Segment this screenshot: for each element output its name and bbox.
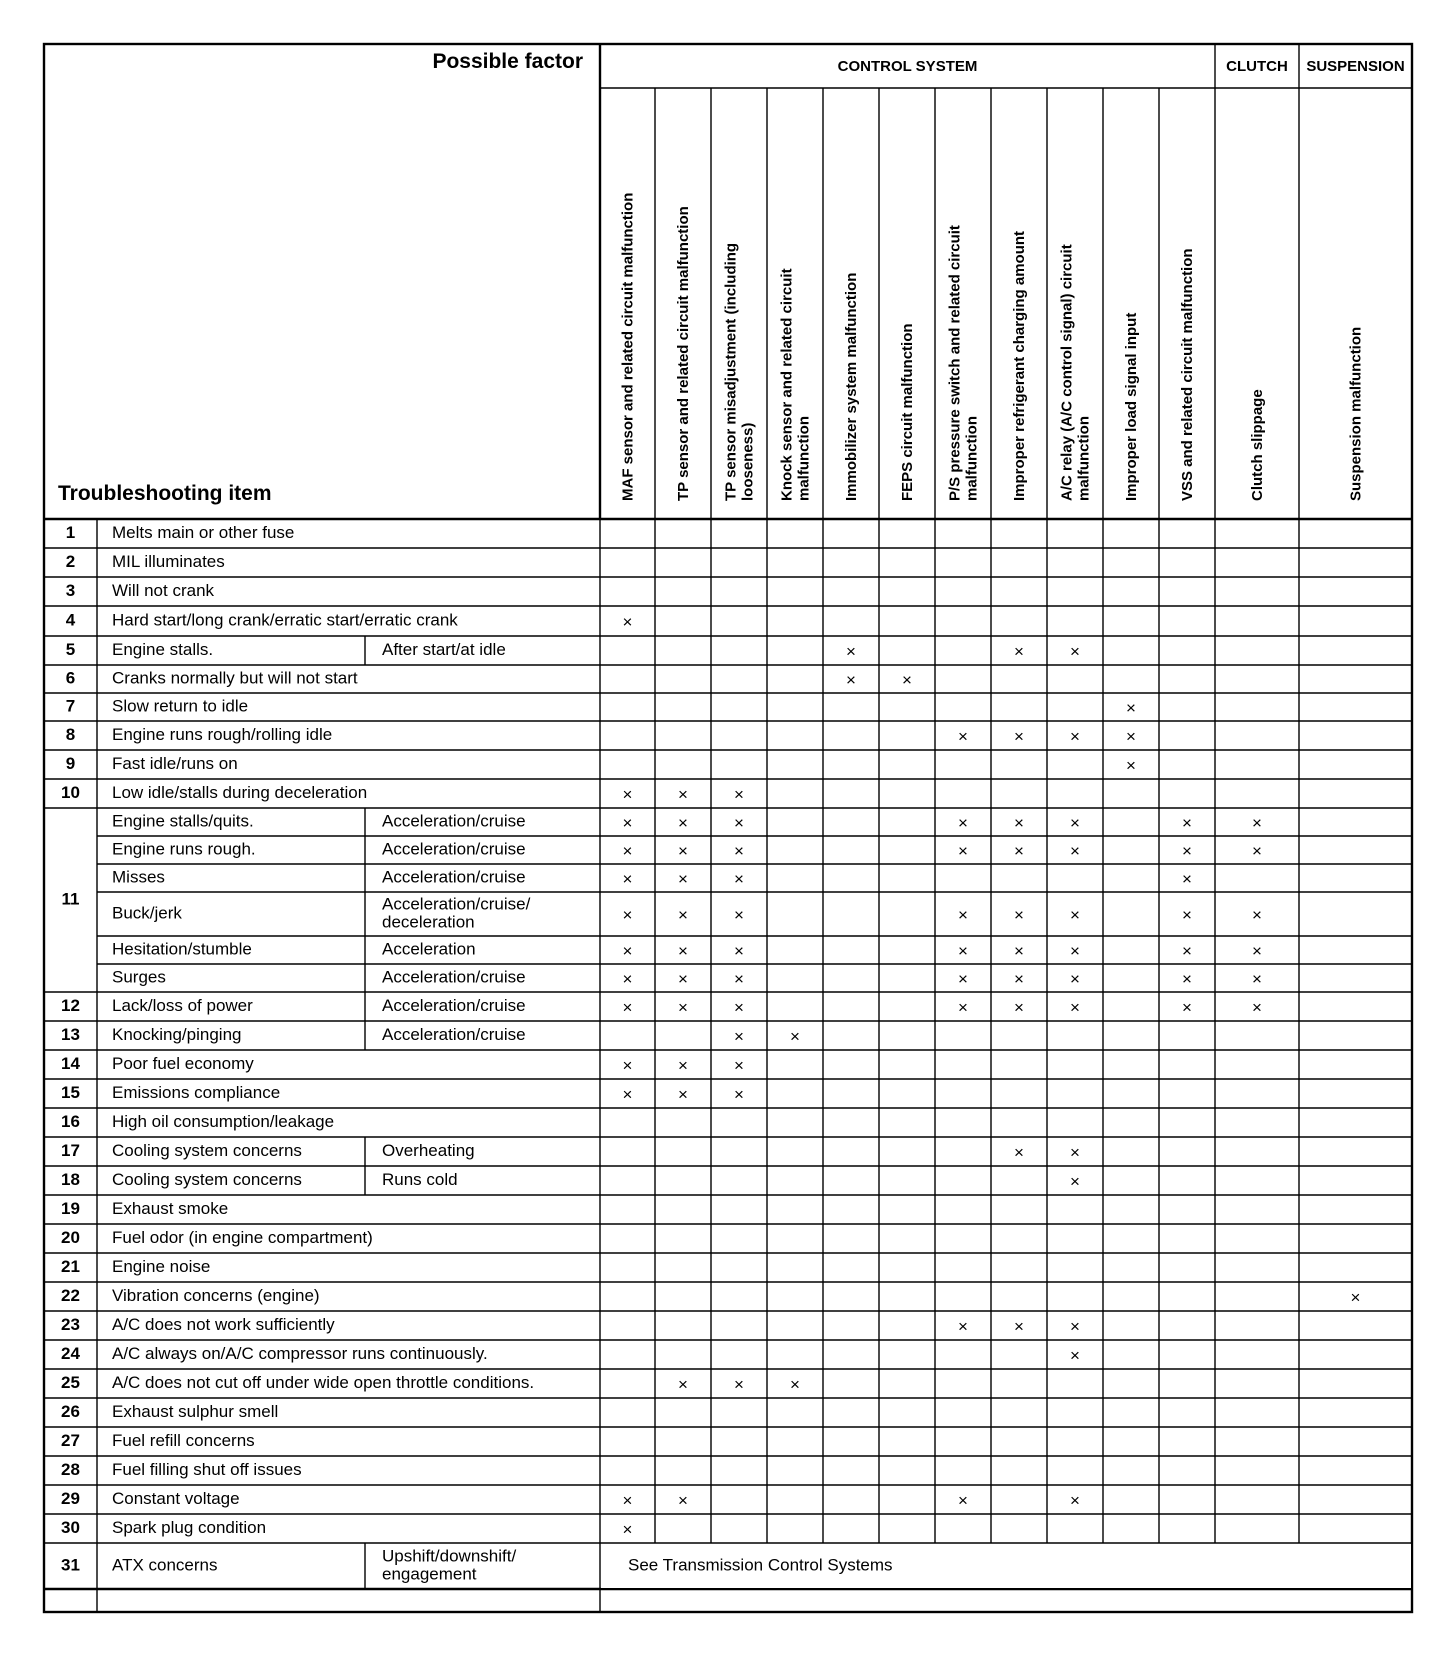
troubleshooting-item: Vibration concerns (engine) xyxy=(112,1285,320,1305)
factor-mark: × xyxy=(958,841,968,861)
troubleshooting-item: Hesitation/stumble xyxy=(112,939,252,959)
factor-mark: × xyxy=(622,813,633,833)
factor-mark: × xyxy=(678,869,688,889)
row-number: 2 xyxy=(65,551,76,571)
condition-text: Acceleration/cruise xyxy=(382,867,526,887)
troubleshooting-item: Fuel refill concerns xyxy=(112,1430,255,1450)
troubleshooting-item: Fuel filling shut off issues xyxy=(112,1459,302,1479)
condition-text: Acceleration/cruise/ xyxy=(382,894,531,914)
column-header: TP sensor misadjustment (including xyxy=(722,242,740,501)
condition-text: Runs cold xyxy=(382,1169,458,1189)
troubleshooting-item: Emissions compliance xyxy=(112,1082,281,1102)
troubleshooting-item: Cooling system concerns xyxy=(112,1169,302,1189)
factor-mark: × xyxy=(1014,1316,1024,1336)
factor-mark: × xyxy=(1070,1142,1080,1162)
column-header: Improper load signal input xyxy=(1123,312,1140,501)
factor-mark: × xyxy=(1252,905,1262,925)
row-number: 4 xyxy=(65,610,76,630)
column-header: MAF sensor and related circuit malfunction xyxy=(619,192,637,501)
row-number: 13 xyxy=(61,1024,80,1044)
troubleshooting-item: Engine stalls/quits. xyxy=(112,811,254,831)
condition-text: Acceleration xyxy=(382,939,476,959)
row-number: 31 xyxy=(61,1555,80,1575)
column-header: looseness) xyxy=(739,422,757,501)
factor-mark: × xyxy=(1182,869,1192,889)
factor-mark: × xyxy=(1182,905,1192,925)
troubleshooting-item: Hard start/long crank/erratic start/erratic crank xyxy=(112,610,458,630)
factor-mark: × xyxy=(734,941,744,961)
row-number: 14 xyxy=(61,1053,80,1073)
troubleshooting-item: MIL illuminates xyxy=(112,551,225,571)
factor-mark: × xyxy=(678,969,688,989)
factor-mark: × xyxy=(1014,969,1024,989)
factor-mark: × xyxy=(1070,1171,1080,1191)
troubleshooting-item: Cranks normally but will not start xyxy=(112,668,358,688)
column-header: Clutch slippage xyxy=(1249,389,1266,501)
row-number: 22 xyxy=(61,1285,80,1305)
troubleshooting-item: Buck/jerk xyxy=(112,903,182,923)
factor-mark: × xyxy=(678,1374,688,1394)
column-header: malfunction xyxy=(795,416,813,501)
factor-mark: × xyxy=(622,784,633,804)
factor-mark: × xyxy=(846,670,856,690)
condition-text: Overheating xyxy=(382,1140,475,1160)
row-number: 26 xyxy=(61,1401,80,1421)
factor-mark: × xyxy=(958,726,968,746)
factor-mark: × xyxy=(622,905,633,925)
factor-mark: × xyxy=(622,1519,633,1539)
possible-factor-label: Possible factor xyxy=(432,50,583,73)
condition-text: Acceleration/cruise xyxy=(382,811,526,831)
factor-mark: × xyxy=(1070,997,1080,1017)
factor-mark: × xyxy=(734,1374,744,1394)
row-number: 11 xyxy=(61,889,80,909)
factor-mark: × xyxy=(958,941,968,961)
factor-mark: × xyxy=(1014,905,1024,925)
condition-text: After start/at idle xyxy=(382,639,506,659)
factor-mark: × xyxy=(1182,813,1192,833)
troubleshooting-item: Surges xyxy=(112,967,166,987)
factor-mark: × xyxy=(790,1374,800,1394)
troubleshooting-item: Constant voltage xyxy=(112,1488,240,1508)
troubleshooting-item: Exhaust sulphur smell xyxy=(112,1401,279,1421)
factor-mark: × xyxy=(622,941,633,961)
factor-mark: × xyxy=(678,905,688,925)
factor-mark: × xyxy=(734,869,744,889)
factor-mark: × xyxy=(678,813,688,833)
troubleshooting-item: Spark plug condition xyxy=(112,1517,267,1537)
factor-mark: × xyxy=(1182,969,1192,989)
condition-text: Acceleration/cruise xyxy=(382,839,526,859)
factor-mark: × xyxy=(1252,997,1262,1017)
row-number: 1 xyxy=(65,522,76,542)
factor-mark: × xyxy=(1252,841,1262,861)
troubleshooting-item: Low idle/stalls during deceleration xyxy=(112,782,368,802)
table-body xyxy=(61,523,1411,1588)
row-number: 15 xyxy=(61,1082,80,1102)
factor-mark: × xyxy=(622,997,633,1017)
factor-mark: × xyxy=(678,1084,688,1104)
factor-mark: × xyxy=(622,1490,633,1510)
factor-mark: × xyxy=(958,1490,968,1510)
factor-mark: × xyxy=(622,841,633,861)
factor-mark: × xyxy=(902,670,912,690)
factor-mark: × xyxy=(1014,641,1024,661)
factor-mark: × xyxy=(1070,813,1080,833)
column-header: Immobilizer system malfunction xyxy=(843,272,860,501)
row-number: 9 xyxy=(65,753,76,773)
factor-mark: × xyxy=(622,869,633,889)
row-number: 18 xyxy=(61,1169,80,1189)
troubleshooting-item: Engine runs rough/rolling idle xyxy=(112,724,333,744)
row-number: 23 xyxy=(61,1314,80,1334)
troubleshooting-item: Poor fuel economy xyxy=(112,1053,254,1073)
group-header: CLUTCH xyxy=(1226,57,1288,75)
factor-mark: × xyxy=(622,1084,633,1104)
factor-mark: × xyxy=(958,905,968,925)
troubleshooting-item: Fuel odor (in engine compartment) xyxy=(112,1227,373,1247)
column-header: Knock sensor and related circuit xyxy=(778,268,796,501)
troubleshooting-item: Engine stalls. xyxy=(112,639,214,659)
condition-text: Acceleration/cruise xyxy=(382,995,526,1015)
row-number: 28 xyxy=(61,1459,80,1479)
factor-mark: × xyxy=(678,997,688,1017)
factor-mark: × xyxy=(1014,726,1024,746)
factor-mark: × xyxy=(1014,813,1024,833)
factor-mark: × xyxy=(734,997,744,1017)
troubleshooting-item: ATX concerns xyxy=(112,1555,218,1575)
factor-mark: × xyxy=(678,1055,688,1075)
row-number: 29 xyxy=(61,1488,80,1508)
factor-mark: × xyxy=(1014,941,1024,961)
factor-mark: × xyxy=(1070,1316,1080,1336)
column-header: malfunction xyxy=(1075,416,1093,501)
troubleshooting-item: High oil consumption/leakage xyxy=(112,1111,335,1131)
factor-mark: × xyxy=(1070,1345,1080,1365)
condition-text: Acceleration/cruise xyxy=(382,1024,526,1044)
factor-mark: × xyxy=(1070,641,1080,661)
factor-mark: × xyxy=(1126,755,1136,775)
column-header: P/S pressure switch and related circuit xyxy=(946,225,964,501)
row-number: 16 xyxy=(61,1111,80,1131)
troubleshooting-item: Exhaust smoke xyxy=(112,1198,229,1218)
factor-mark: × xyxy=(1252,941,1262,961)
group-header: SUSPENSION xyxy=(1306,57,1405,75)
column-header: VSS and related circuit malfunction xyxy=(1179,248,1196,501)
factor-mark: × xyxy=(958,1316,968,1336)
column-header: FEPS circuit malfunction xyxy=(899,323,916,501)
troubleshooting-item: Knocking/pinging xyxy=(112,1024,242,1044)
factor-mark: × xyxy=(1126,726,1136,746)
row-number: 6 xyxy=(65,668,76,688)
factor-mark: × xyxy=(734,784,744,804)
factor-mark: × xyxy=(678,784,688,804)
factor-mark: × xyxy=(1350,1287,1361,1307)
row-number: 19 xyxy=(61,1198,80,1218)
factor-mark: × xyxy=(1070,1490,1080,1510)
condition-text: Acceleration/cruise xyxy=(382,967,526,987)
troubleshooting-item: Slow return to idle xyxy=(112,696,249,716)
factor-mark: × xyxy=(846,641,856,661)
factor-mark: × xyxy=(1070,726,1080,746)
row-number: 12 xyxy=(61,995,80,1015)
factor-mark: × xyxy=(958,997,968,1017)
factor-mark: × xyxy=(1252,813,1262,833)
factor-mark: × xyxy=(1014,1142,1024,1162)
factor-mark: × xyxy=(1182,841,1192,861)
troubleshooting-item: Lack/loss of power xyxy=(112,995,253,1015)
factor-mark: × xyxy=(734,813,744,833)
factor-mark: × xyxy=(622,969,633,989)
row-number: 25 xyxy=(61,1372,80,1392)
row-number: 3 xyxy=(65,580,76,600)
condition-text: deceleration xyxy=(382,912,475,932)
column-header: Suspension malfunction xyxy=(1347,326,1365,501)
factor-mark: × xyxy=(958,813,968,833)
troubleshooting-item: Will not crank xyxy=(112,580,215,600)
factor-mark: × xyxy=(622,1055,633,1075)
troubleshooting-item: Engine noise xyxy=(112,1256,211,1276)
factor-mark: × xyxy=(734,1026,744,1046)
factor-mark: × xyxy=(678,841,688,861)
condition-text: engagement xyxy=(382,1564,477,1584)
factor-mark: × xyxy=(958,969,968,989)
troubleshooting-item: Misses xyxy=(112,867,165,887)
transmission-note: See Transmission Control Systems xyxy=(628,1555,893,1575)
row-number: 10 xyxy=(61,782,80,802)
factor-mark: × xyxy=(734,1084,744,1104)
factor-mark: × xyxy=(1182,941,1192,961)
factor-mark: × xyxy=(1070,941,1080,961)
troubleshooting-item: Fast idle/runs on xyxy=(112,753,238,773)
factor-mark: × xyxy=(1126,698,1136,718)
factor-mark: × xyxy=(734,905,744,925)
column-header: TP sensor and related circuit malfunction xyxy=(675,206,692,501)
factor-mark: × xyxy=(734,841,744,861)
row-number: 17 xyxy=(61,1140,80,1160)
group-header: CONTROL SYSTEM xyxy=(837,57,978,75)
column-header: A/C relay (A/C control signal) circuit xyxy=(1058,244,1076,501)
row-number: 20 xyxy=(61,1227,80,1247)
troubleshooting-item: Melts main or other fuse xyxy=(112,522,295,542)
factor-mark: × xyxy=(1252,969,1262,989)
troubleshooting-item: A/C does not cut off under wide open throttle conditions. xyxy=(112,1372,535,1392)
row-number: 7 xyxy=(65,696,76,716)
factor-mark: × xyxy=(622,612,633,632)
column-header: Improper refrigerant charging amount xyxy=(1011,230,1028,501)
troubleshooting-item-label: Troubleshooting item xyxy=(58,482,272,505)
factor-mark: × xyxy=(790,1026,800,1046)
factor-mark: × xyxy=(1014,841,1024,861)
factor-mark: × xyxy=(1182,997,1192,1017)
factor-mark: × xyxy=(1070,841,1080,861)
condition-text: Upshift/downshift/ xyxy=(382,1546,517,1566)
factor-mark: × xyxy=(734,1055,744,1075)
row-number: 24 xyxy=(61,1343,80,1363)
row-number: 8 xyxy=(65,724,76,744)
troubleshooting-item: A/C always on/A/C compressor runs continuously. xyxy=(112,1343,488,1363)
row-number: 5 xyxy=(65,639,76,659)
factor-mark: × xyxy=(1070,905,1080,925)
row-number: 21 xyxy=(61,1256,80,1276)
row-number: 27 xyxy=(61,1430,80,1450)
factor-mark: × xyxy=(1014,997,1024,1017)
troubleshooting-item: A/C does not work sufficiently xyxy=(112,1314,335,1334)
table-header xyxy=(58,50,1405,505)
row-number: 30 xyxy=(61,1517,80,1537)
column-header: malfunction xyxy=(963,416,981,501)
factor-mark: × xyxy=(678,941,688,961)
factor-mark: × xyxy=(678,1490,688,1510)
troubleshooting-item: Engine runs rough. xyxy=(112,839,256,859)
factor-mark: × xyxy=(1070,969,1080,989)
troubleshooting-item: Cooling system concerns xyxy=(112,1140,302,1160)
factor-mark: × xyxy=(734,969,744,989)
